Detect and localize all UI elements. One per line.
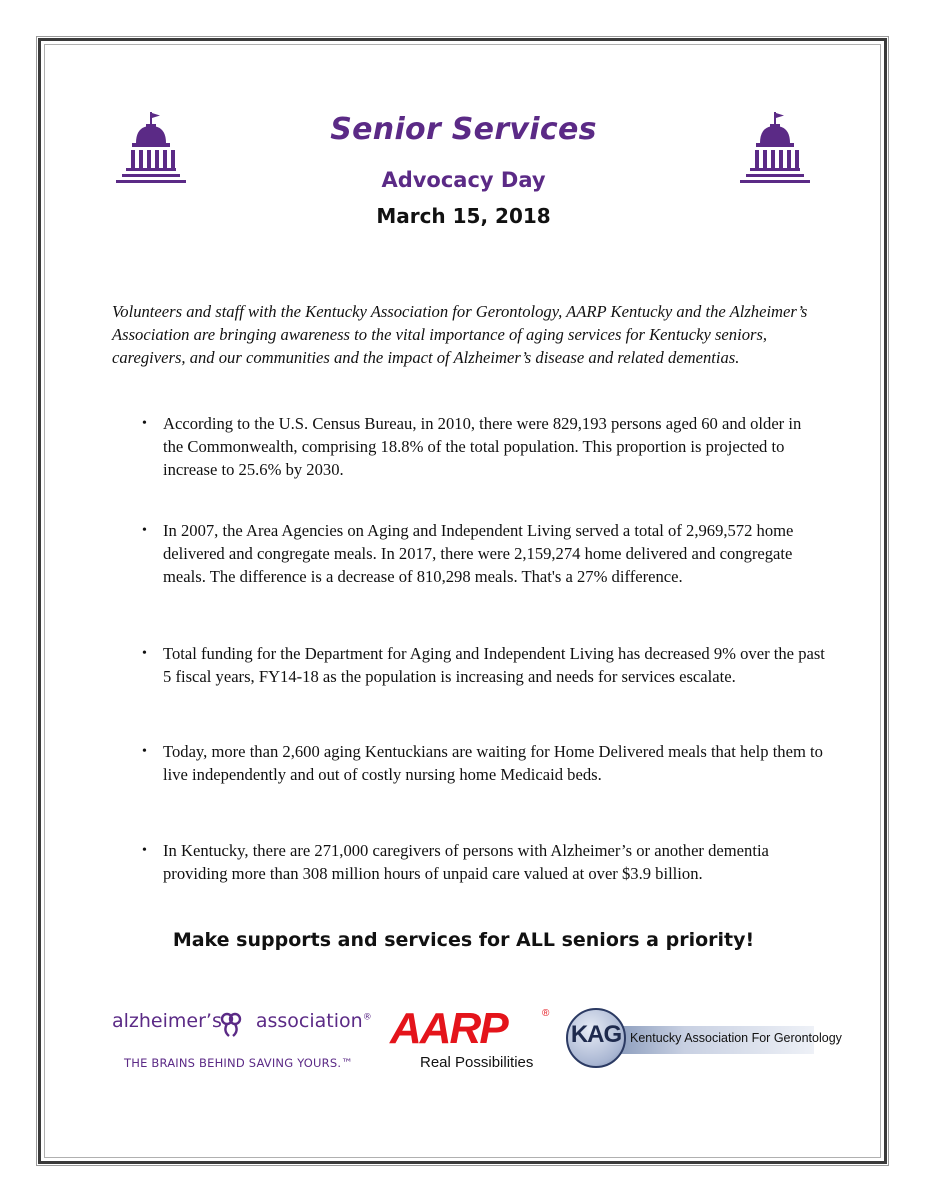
event-date: March 15, 2018: [376, 204, 551, 228]
alzheimers-brain-icon: [220, 1012, 242, 1038]
page-subtitle: Advocacy Day: [381, 168, 546, 192]
aarp-registered-mark: ®: [542, 1008, 550, 1019]
aarp-tagline: Real Possibilities: [420, 1054, 534, 1071]
fact-text: In Kentucky, there are 271,000 caregivers of persons with Alzheimer’s or another dementia providing more than 308 million hours of unpaid care valued at over $3.9 billion.: [163, 841, 769, 884]
aarp-logo: [388, 1004, 554, 1076]
bullet-marker: •: [142, 646, 147, 661]
fact-text: According to the U.S. Census Bureau, in 2010, there were 829,193 persons aged 60 and older in the Commonwealth, comprising 18.8% of the total population. This proportion is projected to increase to 25.6% by 2030.: [163, 414, 802, 480]
aarp-wordmark: AARP: [390, 1004, 507, 1053]
call-to-action: Make supports and services for ALL seniors a priority!: [172, 929, 755, 951]
alzheimers-association-logo: [112, 1010, 372, 1072]
intro-paragraph: Volunteers and staff with the Kentucky Association for Gerontology, AARP Kentucky and the Alzheimer’s Association are bringing awareness to the vital importance of aging services for Kentucky seniors, caregivers, and our communities and the impact of Alzheimer’s disease and related dementias.: [112, 302, 808, 368]
fact-text: Today, more than 2,600 aging Kentuckians are waiting for Home Delivered meals that help them to live independently and out of costly nursing home Medicaid beds.: [163, 742, 823, 785]
bullet-marker: •: [142, 523, 147, 538]
bullet-marker: •: [142, 416, 147, 431]
bullet-marker: •: [142, 744, 147, 759]
page-title: Senior Services: [330, 112, 597, 147]
kag-letters: KAG: [570, 1021, 622, 1048]
kag-full-name: Kentucky Association For Gerontology: [630, 1031, 842, 1045]
fact-text: Total funding for the Department for Aging and Independent Living has decreased 9% over the past 5 fiscal years, FY14-18 as the population is increasing and needs for services escalate.: [163, 644, 825, 687]
kag-logo: [564, 1008, 842, 1074]
alzheimers-logo-text: alzheimer’s association®: [112, 1010, 372, 1032]
bullet-marker: •: [142, 843, 147, 858]
alzheimers-tagline: THE BRAINS BEHIND SAVING YOURS.™: [124, 1056, 353, 1070]
fact-text: In 2007, the Area Agencies on Aging and Independent Living served a total of 2,969,572 home delivered and congregate meals. In 2017, there were 2,159,274 home delivered and congregate meals. The difference is a decrease of 810,298 meals. That's a 27% difference.: [163, 521, 794, 587]
